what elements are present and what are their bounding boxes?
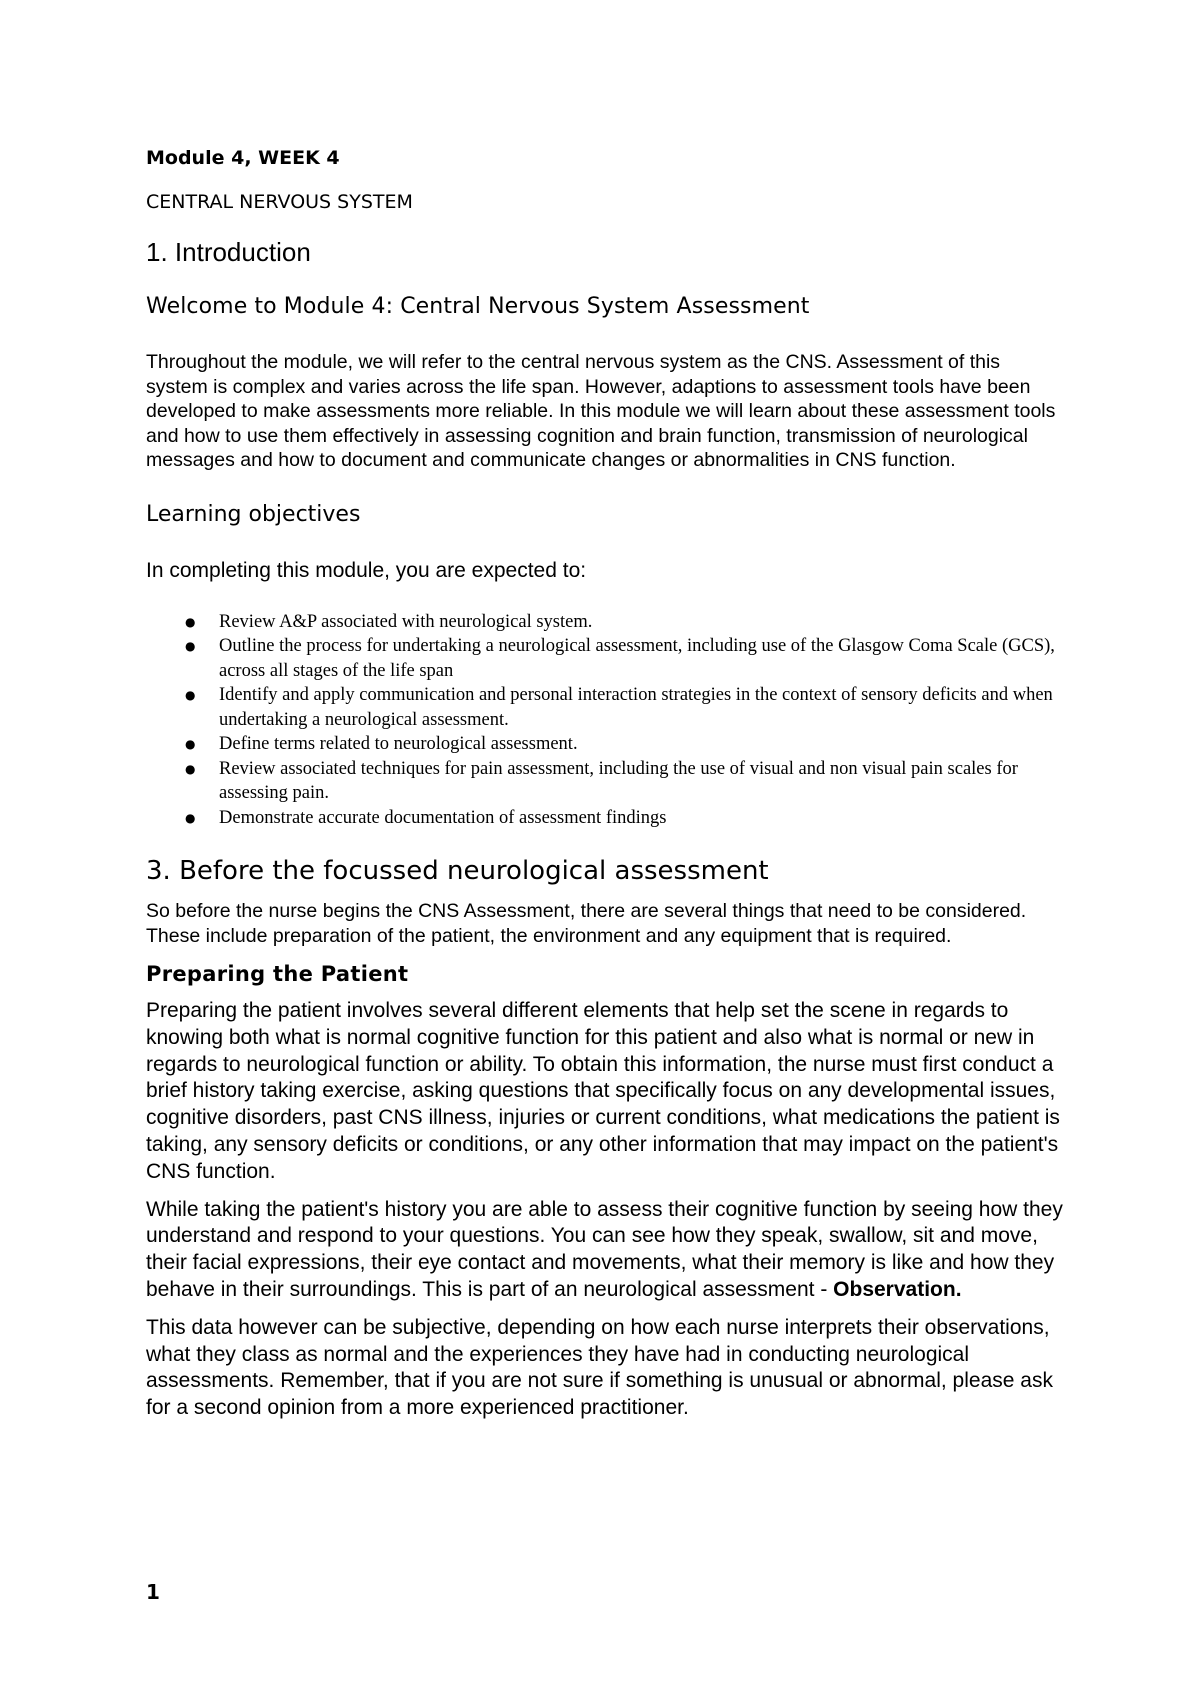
preparing-patient-heading: Preparing the Patient (146, 962, 409, 986)
bullet-icon: ● (185, 737, 196, 751)
intro-paragraph: Throughout the module, we will refer to the central nervous system as the CNS. Assessment of this system is complex and varies across the life span. However, adaptions to assessment tools have been developed to make assessments more reliable. In this module we will learn about these assessment tools and how to use them effectively in assessing cognition and brain function, transmission of neurological messages and how to document and communicate changes or abnormalities in CNS function. (146, 351, 1056, 471)
objective-text: Demonstrate accurate documentation of assessment findings (219, 807, 667, 828)
objective-text: Identify and apply communication and personal interaction strategies in the context of sensory deficits and when undertaking a neurological assessment. (219, 685, 1053, 730)
bullet-icon: ● (185, 761, 196, 776)
before-assessment-heading: 3. Before the focussed neurological assessment (146, 856, 769, 886)
page-content (146, 146, 1066, 1422)
bullet-icon: ● (185, 639, 196, 653)
list-item (185, 634, 1066, 683)
welcome-heading: Welcome to Module 4: Central Nervous System Assessment (146, 294, 810, 319)
observation-term: Observation. (833, 1277, 962, 1301)
preparing-paragraph-2-text: While taking the patient's history you are able to assess their cognitive function by seeing how they understand and respond to your questions. You can see how they speak, swallow, sit and move, their facial expressions, their eye contact and movements, what their memory is like and how they behave in their surroundings. This is part of an neurological assessment - (146, 1197, 1063, 1301)
before-assessment-paragraph: So before the nurse begins the CNS Assessment, there are several things that need to be considered. These include preparation of the patient, the environment and any equipment that is required. (146, 900, 1027, 947)
list-item (185, 683, 1066, 732)
list-item (185, 610, 1066, 635)
objective-text: Outline the process for undertaking a neurological assessment, including use of the Glasgow Coma Scale (GCS), across all stages of the life span (219, 636, 1055, 681)
preparing-paragraph-3: This data however can be subjective, depending on how each nurse interprets their observations, what they class as normal and the experiences they have had in conducting neurological assessments. Remember, that if you are not sure if something is unusual or abnormal, please ask for a second opinion from a more experienced practitioner. (146, 1315, 1053, 1420)
bullet-icon: ● (185, 810, 196, 825)
module-label: Module 4, WEEK 4 (146, 147, 340, 169)
preparing-paragraph-1: Preparing the patient involves several different elements that help set the scene in regards to knowing both what is normal cognitive function for this patient and also what is normal or new in regards to neurological function or ability. To obtain this information, the nurse must first conduct a brief history taking exercise, asking questions that specifically focus on any developmental issues, cognitive disorders, past CNS illness, injuries or current conditions, what medications the patient is taking, any sensory deficits or conditions, or any other information that may impact on the patient's CNS function. (146, 999, 1060, 1183)
system-label: CENTRAL NERVOUS SYSTEM (146, 191, 413, 213)
list-item (185, 757, 1066, 806)
objective-text: Review associated techniques for pain assessment, including the use of visual and non visual pain scales for assessing pain. (219, 758, 1018, 803)
learning-objectives-heading: Learning objectives (146, 501, 361, 527)
page-number: 1 (146, 1580, 160, 1604)
objective-text: Review A&P associated with neurological system. (219, 611, 593, 632)
bullet-icon: ● (185, 688, 196, 702)
preparing-paragraph-2 (146, 1197, 1066, 1304)
objectives-list (146, 610, 1066, 831)
objective-text: Define terms related to neurological assessment. (219, 734, 578, 754)
bullet-icon: ● (185, 614, 196, 629)
list-item (185, 732, 1066, 757)
list-item (185, 806, 1066, 831)
objectives-intro: In completing this module, you are expected to: (146, 558, 587, 582)
introduction-heading: 1. Introduction (146, 237, 311, 267)
